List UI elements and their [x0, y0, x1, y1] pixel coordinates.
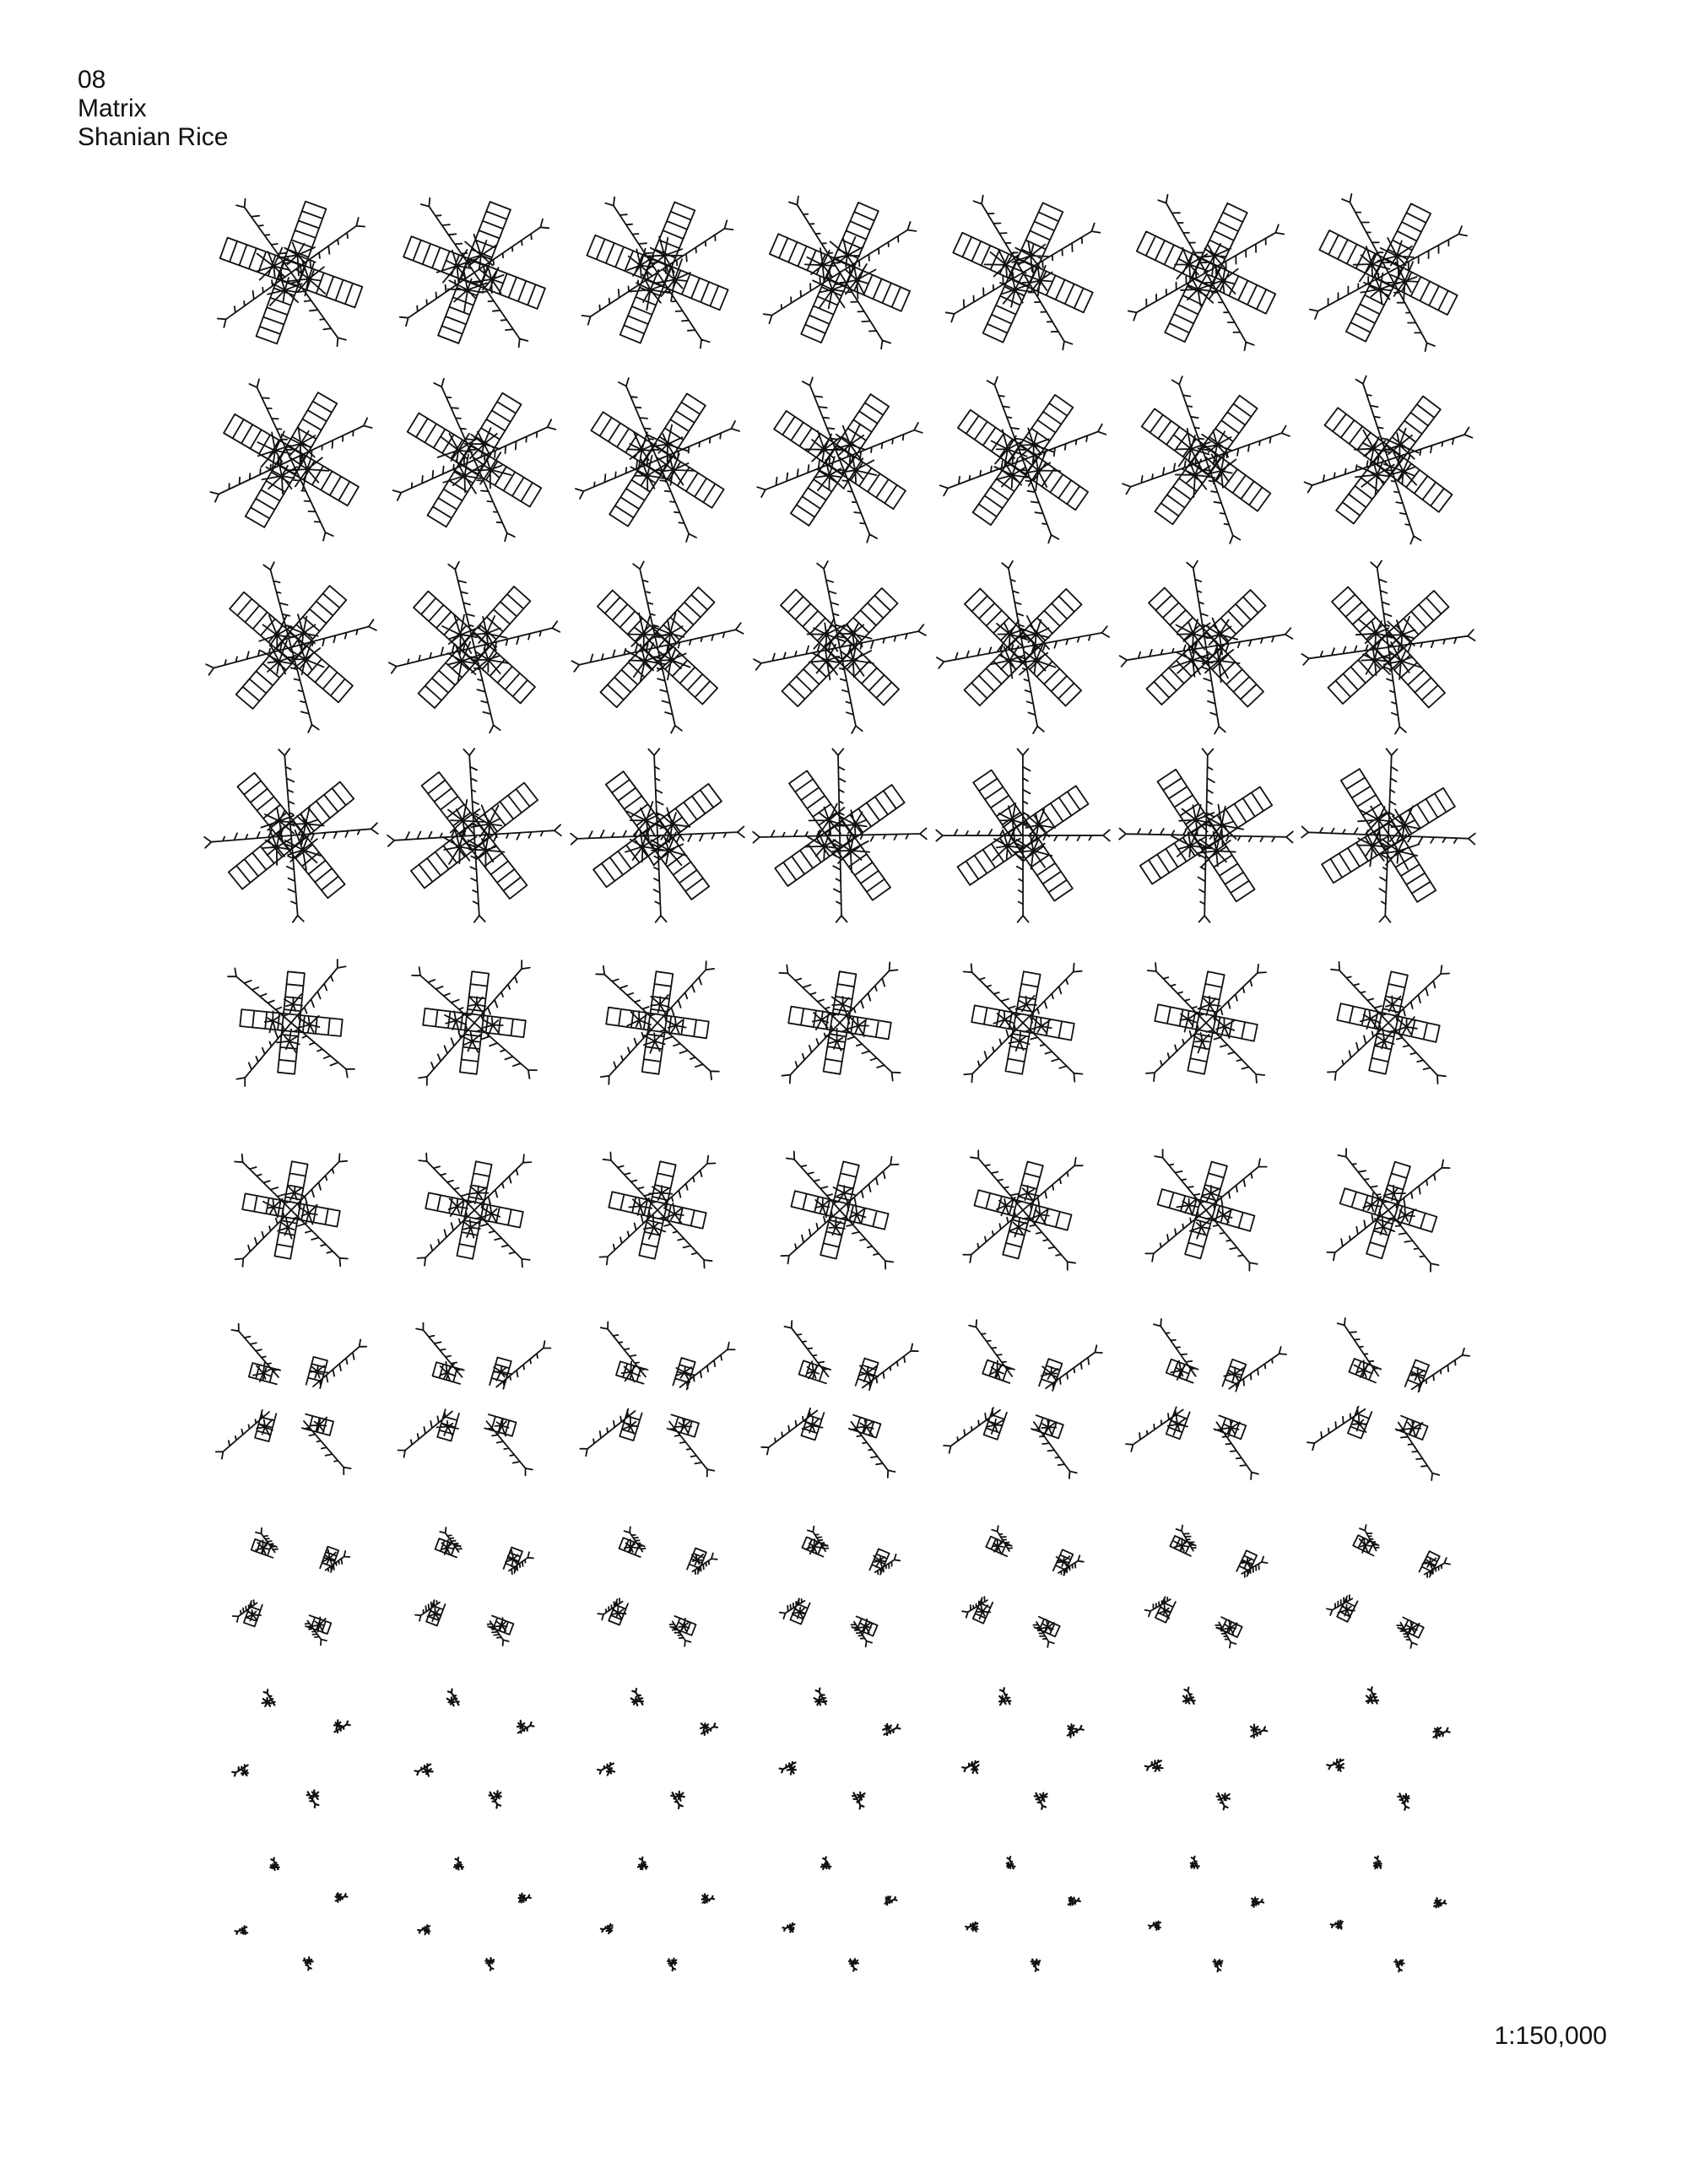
matrix-cell [393, 379, 556, 542]
tree-diagram [764, 197, 917, 349]
tree-diagram [387, 749, 561, 922]
tree-diagram [1327, 1149, 1449, 1271]
tree-diagram [780, 1689, 901, 1809]
matrix-cell [1119, 749, 1293, 922]
matrix-cell [779, 962, 900, 1083]
tree-diagram [1327, 1525, 1450, 1648]
tree-diagram [753, 749, 927, 922]
tree-diagram [233, 1528, 350, 1646]
tree-diagram [393, 379, 556, 542]
matrix-cell [1146, 963, 1266, 1083]
matrix-cell [596, 961, 719, 1084]
matrix-cell [571, 749, 744, 922]
matrix-cell [232, 1689, 350, 1808]
matrix-cell [964, 964, 1083, 1083]
tree-diagram [754, 561, 926, 733]
matrix-cell [1327, 1525, 1450, 1648]
tree-diagram [1327, 1687, 1449, 1809]
matrix-cell [781, 1151, 898, 1268]
matrix-cell [944, 1320, 1102, 1479]
tree-diagram [1126, 1319, 1286, 1479]
tree-diagram [235, 1154, 348, 1267]
matrix-cell [1145, 1526, 1268, 1648]
matrix-cell [1145, 1688, 1268, 1810]
tree-diagram [398, 1323, 551, 1476]
matrix-cell [601, 1857, 714, 1970]
tree-diagram [1310, 194, 1467, 351]
matrix-cell [764, 197, 917, 349]
matrix-cell [962, 1688, 1084, 1809]
matrix-cell [210, 379, 371, 540]
tree-diagram [937, 561, 1109, 733]
tree-diagram [415, 1689, 534, 1808]
tree-diagram [946, 196, 1101, 350]
matrix-cell [1123, 376, 1290, 543]
matrix-cell [598, 1689, 717, 1808]
tree-diagram [1145, 1688, 1268, 1810]
tree-diagram [1146, 963, 1266, 1083]
matrix-cell [387, 749, 561, 922]
matrix-cell [415, 1527, 533, 1646]
matrix-cell [937, 561, 1109, 733]
tree-diagram [1302, 561, 1475, 734]
tree-diagram [582, 197, 733, 349]
matrix-cell [600, 1153, 716, 1268]
matrix-cell [780, 1689, 901, 1809]
matrix-cell [783, 1857, 897, 1971]
matrix-cell [936, 749, 1109, 922]
matrix-cell [400, 198, 549, 348]
scale-label: 1:150,000 [1494, 2022, 1607, 2050]
tree-diagram [780, 1527, 901, 1647]
matrix-cell [598, 1527, 717, 1646]
tree-diagram [218, 199, 365, 346]
tree-diagram [1119, 749, 1293, 922]
matrix-cell [1301, 749, 1475, 922]
matrix-cell [1120, 561, 1293, 734]
tree-diagram [228, 960, 354, 1086]
matrix-cell [966, 1857, 1080, 1971]
tree-diagram [1149, 1857, 1263, 1971]
matrix-cell [1310, 194, 1467, 351]
matrix-cell [216, 1324, 366, 1474]
tree-diagram [571, 749, 744, 922]
tree-diagram [757, 377, 922, 542]
matrix-cell [1145, 1149, 1266, 1270]
matrix-cell [1128, 195, 1284, 350]
matrix-cell [1149, 1857, 1263, 1971]
matrix-cell [761, 1321, 918, 1478]
matrix-cell [571, 561, 743, 733]
matrix-cell [206, 562, 376, 733]
sheet-number: 08 [78, 66, 106, 94]
matrix-cell [1307, 1318, 1469, 1480]
matrix-cell [1328, 962, 1449, 1084]
tree-diagram [1331, 1857, 1447, 1972]
tree-diagram [571, 561, 743, 733]
matrix-cell [754, 561, 926, 733]
matrix-cell [940, 377, 1106, 543]
matrix-cell [780, 1527, 901, 1647]
tree-diagram [962, 1688, 1084, 1809]
tree-diagram [235, 1858, 348, 1970]
matrix-cell [1126, 1319, 1286, 1479]
tree-diagram [781, 1151, 898, 1268]
tree-diagram [944, 1320, 1102, 1479]
tree-diagram [216, 1324, 366, 1474]
tree-diagram [1123, 376, 1290, 543]
matrix-cell [1305, 376, 1473, 544]
tree-diagram [232, 1689, 350, 1808]
tree-diagram [412, 960, 537, 1085]
tree-diagram [206, 562, 376, 733]
matrix-cell [389, 562, 560, 733]
tree-diagram [580, 1322, 734, 1476]
tree-diagram [600, 1153, 716, 1268]
matrix-cell [415, 1689, 534, 1808]
tree-diagram [964, 964, 1083, 1083]
matrix-cell [398, 1323, 551, 1476]
tree-diagram [940, 377, 1106, 543]
matrix-cell [757, 377, 922, 542]
tree-diagram [1145, 1149, 1266, 1270]
tree-diagram [963, 1150, 1082, 1269]
matrix-cell [946, 196, 1101, 350]
tree-diagram [783, 1857, 897, 1971]
tree-diagram [962, 1526, 1084, 1647]
matrix-cell [753, 749, 927, 922]
matrix-cell [228, 960, 354, 1086]
matrix-cell [412, 960, 537, 1085]
tree-diagram [1301, 749, 1475, 922]
tree-diagram [966, 1857, 1080, 1971]
matrix-cell [418, 1857, 531, 1970]
matrix-cell [582, 197, 733, 349]
tree-diagram [204, 749, 378, 922]
matrix-cell [1302, 561, 1475, 734]
tree-diagram [1305, 376, 1473, 544]
tree-diagram [418, 1857, 531, 1970]
tree-diagram [598, 1689, 717, 1808]
matrix-cell [1327, 1149, 1449, 1271]
tree-diagram [601, 1857, 714, 1970]
tree-diagram [210, 379, 371, 540]
matrix-cell [233, 1528, 350, 1646]
tree-diagram [1128, 195, 1284, 350]
tree-diagram [596, 961, 719, 1084]
tree-diagram [598, 1527, 717, 1646]
tree-diagram [415, 1527, 533, 1646]
matrix-cell [963, 1150, 1082, 1269]
tree-diagram [936, 749, 1109, 922]
tree-diagram [1307, 1318, 1469, 1480]
matrix-cell [418, 1154, 532, 1268]
matrix-cell [218, 199, 365, 346]
matrix-cell [1331, 1857, 1447, 1972]
tree-diagram [761, 1321, 918, 1478]
matrix-cell [576, 378, 739, 542]
tree-diagram [418, 1154, 532, 1268]
tree-diagram [576, 378, 739, 542]
sheet-title: Matrix [78, 95, 147, 122]
matrix-cell [235, 1154, 348, 1267]
tree-diagram [389, 562, 560, 733]
tree-diagram [1328, 962, 1449, 1084]
matrix-cell [580, 1322, 734, 1476]
matrix-cell [962, 1526, 1084, 1647]
tree-diagram [779, 962, 900, 1083]
tree-diagram [400, 198, 549, 348]
matrix-cell [235, 1858, 348, 1970]
matrix-cell [1327, 1687, 1449, 1809]
author-name: Shanian Rice [78, 123, 229, 151]
tree-diagram [1145, 1526, 1268, 1648]
tree-diagram [1120, 561, 1293, 734]
matrix-cell [204, 749, 378, 922]
